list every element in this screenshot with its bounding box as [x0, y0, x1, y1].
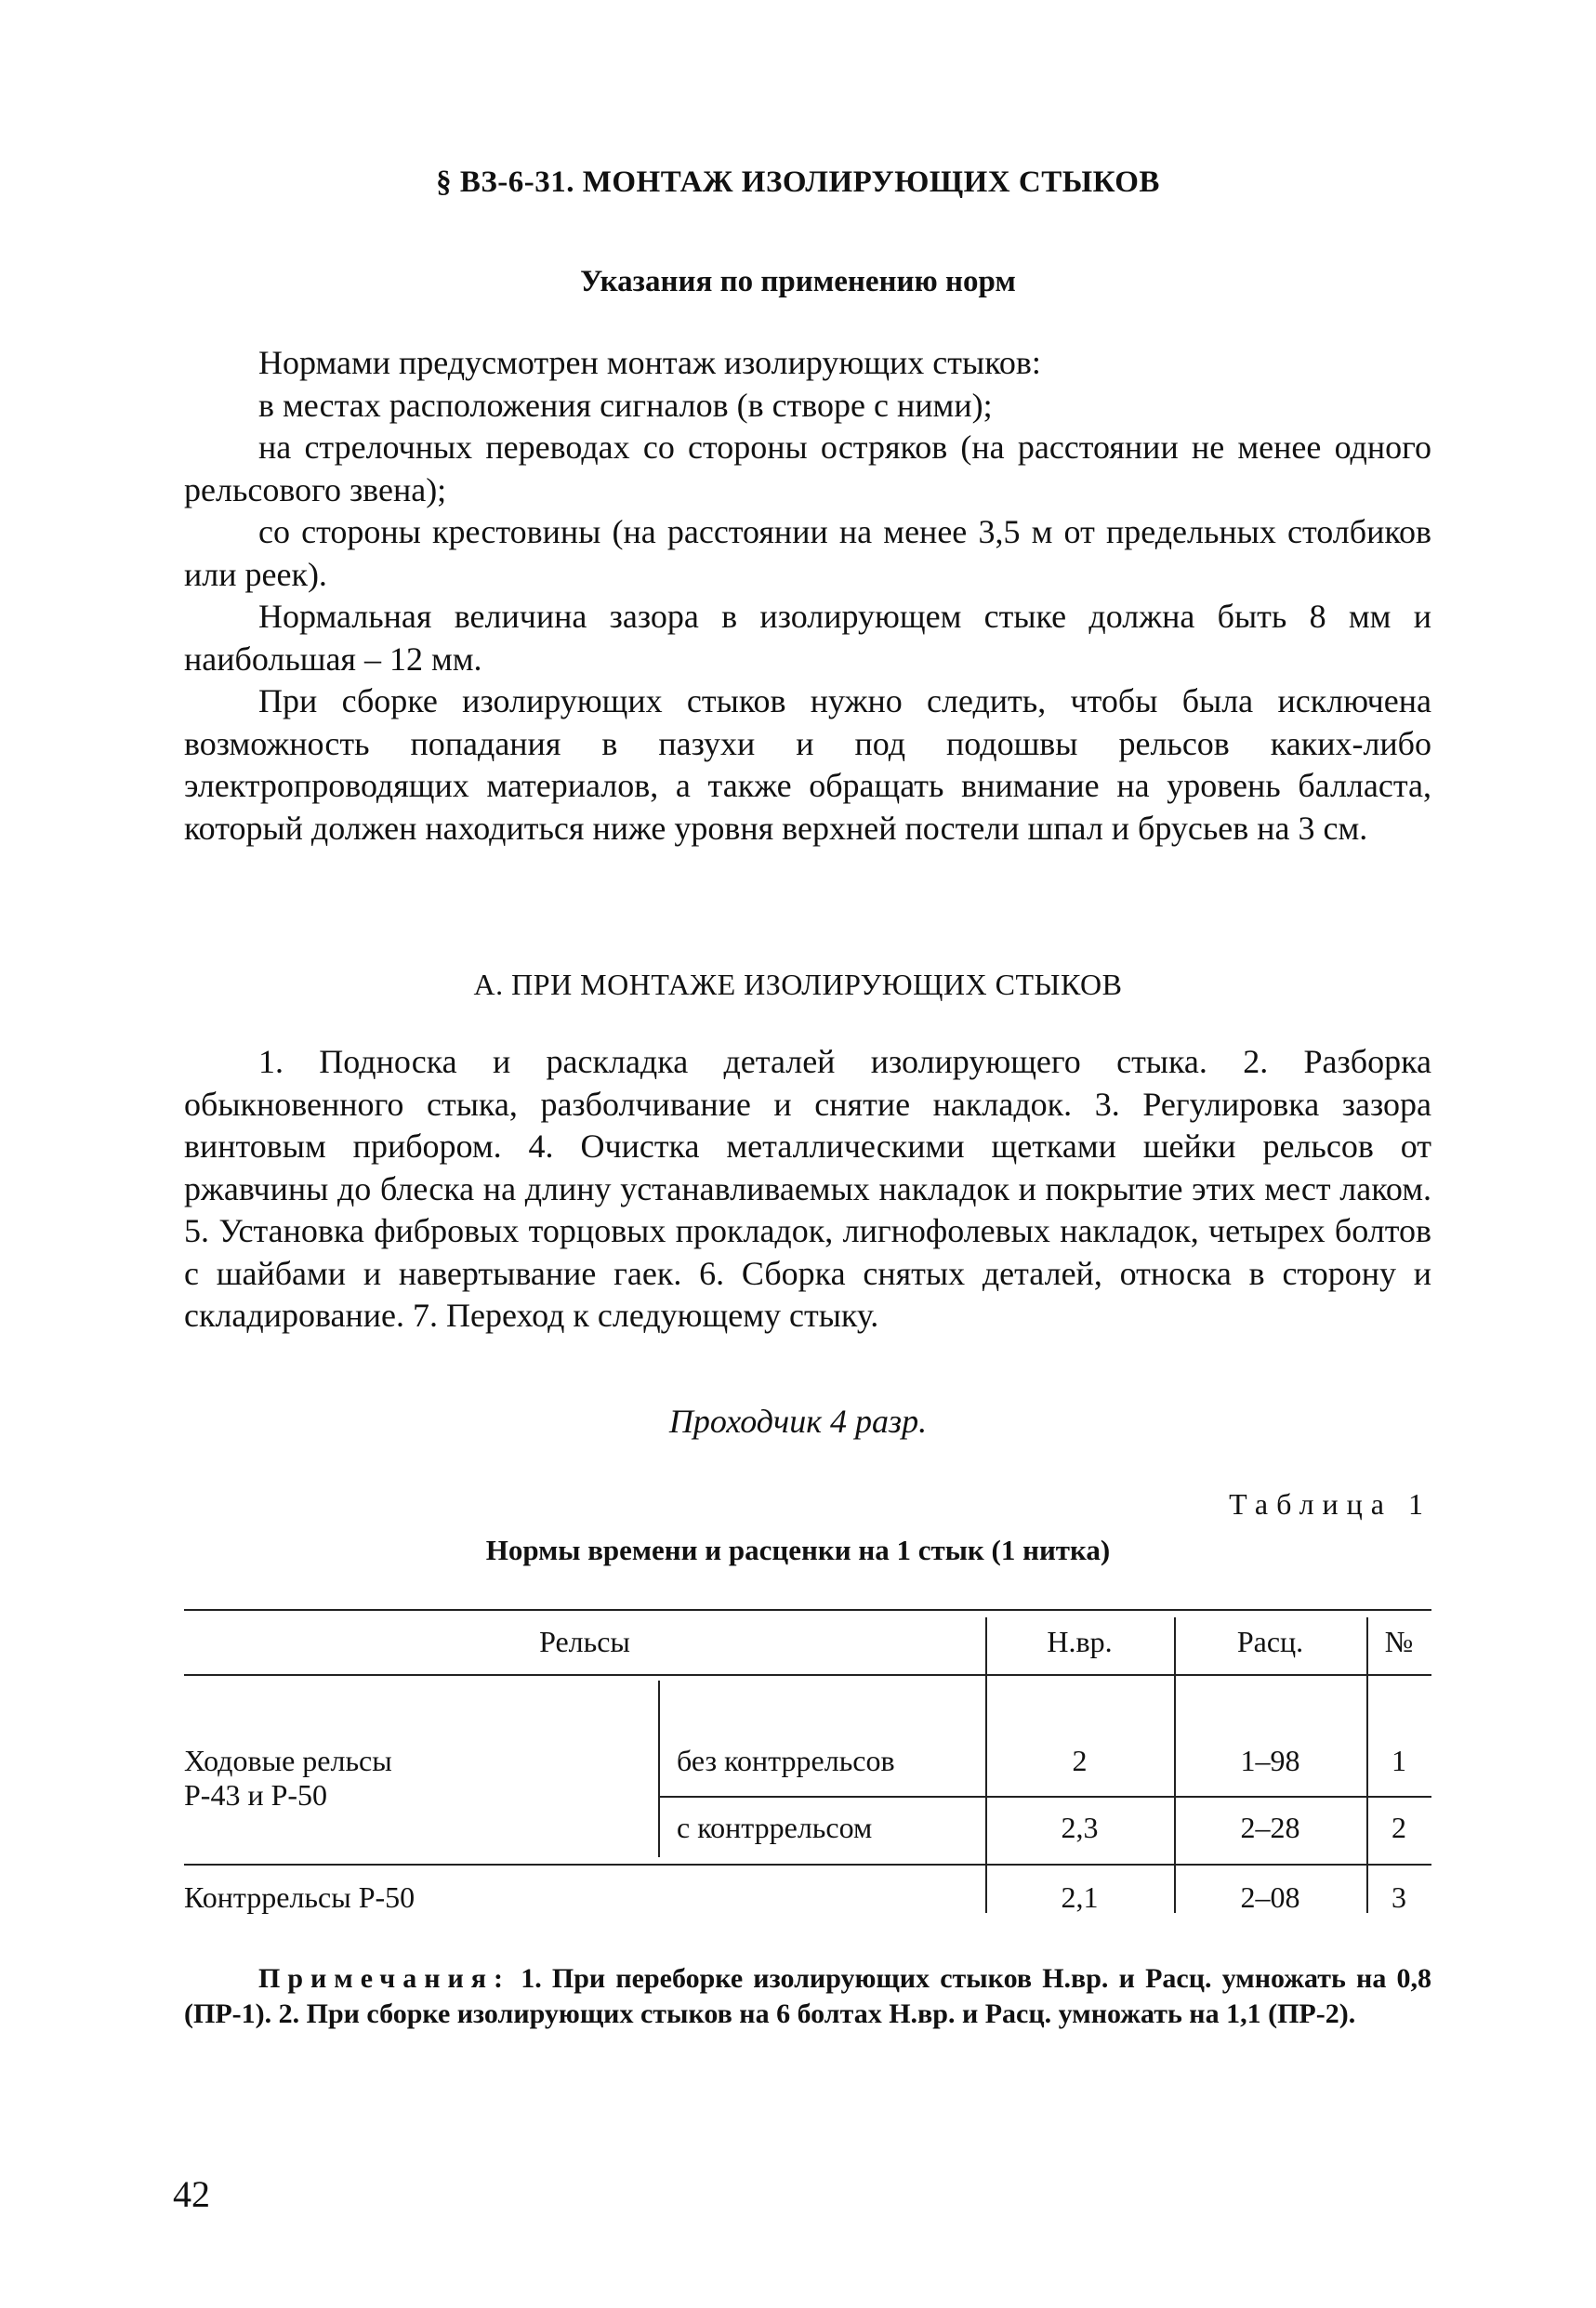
table-rule — [184, 1864, 1431, 1866]
instruction-paragraph: на стрелочных переводах со стороны остряков (на расстоянии не менее одного рельсового звена); — [184, 429, 1431, 508]
header-num: № — [1384, 1625, 1414, 1658]
table-label: Таблица 1 — [1229, 1487, 1431, 1521]
rail-group-name: Ходовые рельсы — [184, 1744, 392, 1777]
section-title: § ВЗ-6-31. МОНТАЖ ИЗОЛИРУЮЩИХ СТЫКОВ — [436, 165, 1160, 199]
row-norm: 2,3 — [1061, 1811, 1099, 1844]
row-norm: 2,1 — [1061, 1880, 1099, 1914]
row-rate: 2–08 — [1240, 1880, 1300, 1914]
header-norm: Н.вр. — [1047, 1625, 1113, 1658]
row-subtype: без контррельсов — [677, 1744, 895, 1777]
row-num: 3 — [1392, 1880, 1406, 1914]
row-name: Контррельсы Р-50 — [184, 1880, 415, 1914]
table-notes — [184, 1961, 1431, 2032]
header-rate: Расц. — [1236, 1625, 1304, 1658]
rail-group-name: Р-43 и Р-50 — [184, 1778, 328, 1812]
row-rate: 2–28 — [1240, 1811, 1300, 1844]
row-norm: 2 — [1072, 1744, 1088, 1777]
notes-text: 1. При переборке изолирующих стыков Н.вр. и Расц. умножать на 0,8 (ПР-1). 2. При сборке изолирующих стыков на 6 болтах Н.вр. и Расц. умножать на 1,1 (ПР-2). — [184, 1963, 1431, 2029]
table-title: Нормы времени и расценки на 1 стык (1 нитка) — [485, 1534, 1111, 1566]
header-rails: Рельсы — [539, 1625, 630, 1658]
notes-label: Примечания: — [258, 1963, 511, 1994]
row-num: 1 — [1392, 1744, 1406, 1777]
table-rule — [658, 1796, 1431, 1798]
row-subtype: с контррельсом — [677, 1811, 873, 1844]
table-rule — [184, 1609, 1431, 1611]
instruction-paragraph: Нормами предусмотрен монтаж изолирующих стыков: — [258, 344, 1041, 381]
instructions-body — [184, 342, 1431, 850]
worker-grade: Проходчик 4 разр. — [668, 1403, 928, 1440]
instruction-paragraph: в местах расположения сигналов (в створе с ними); — [258, 386, 993, 424]
page-number: 42 — [173, 2173, 210, 2215]
instruction-paragraph: При сборке изолирующих стыков нужно следить, чтобы была исключена возможность попадания в пазухи и под подошвы рельсов каких-либо электропроводящих материалов, а также обращать внимание на уровень балласта, который должен находиться ниже уровня верхней постели шпал и брусьев на 3 см. — [184, 682, 1431, 847]
part-a-heading: А. ПРИ МОНТАЖЕ ИЗОЛИРУЮЩИХ СТЫКОВ — [473, 968, 1123, 1001]
operations-list: 1. Подноска и раскладка деталей изолирующего стыка. 2. Разборка обыкновенного стыка, разболчивание и снятие накладок. 3. Регулировка зазора винтовым прибором. 4. Очистка металлическими щетками шейки рельсов от ржавчины до блеска на длину устанавливаемых накладок и покрытие этих мест лаком. 5. Установка фибровых торцовых прокладок, лигнофолевых накладок, четырех болтов с шайбами и навертывание гаек. 6. Сборка снятых деталей, относка в сторону и складирование. 7. Переход к следующему стыку. — [184, 1043, 1431, 1334]
instruction-paragraph: Нормальная величина зазора в изолирующем стыке должна быть 8 мм и наибольшая – 12 мм. — [184, 598, 1431, 678]
row-num: 2 — [1392, 1811, 1406, 1844]
table-rule — [658, 1681, 660, 1857]
row-rate: 1–98 — [1240, 1744, 1300, 1777]
table-rule — [184, 1674, 1431, 1676]
instructions-heading: Указания по применению норм — [580, 265, 1016, 298]
instruction-paragraph: со стороны крестовины (на расстоянии на менее 3,5 м от предельных столбиков или реек). — [184, 513, 1431, 593]
